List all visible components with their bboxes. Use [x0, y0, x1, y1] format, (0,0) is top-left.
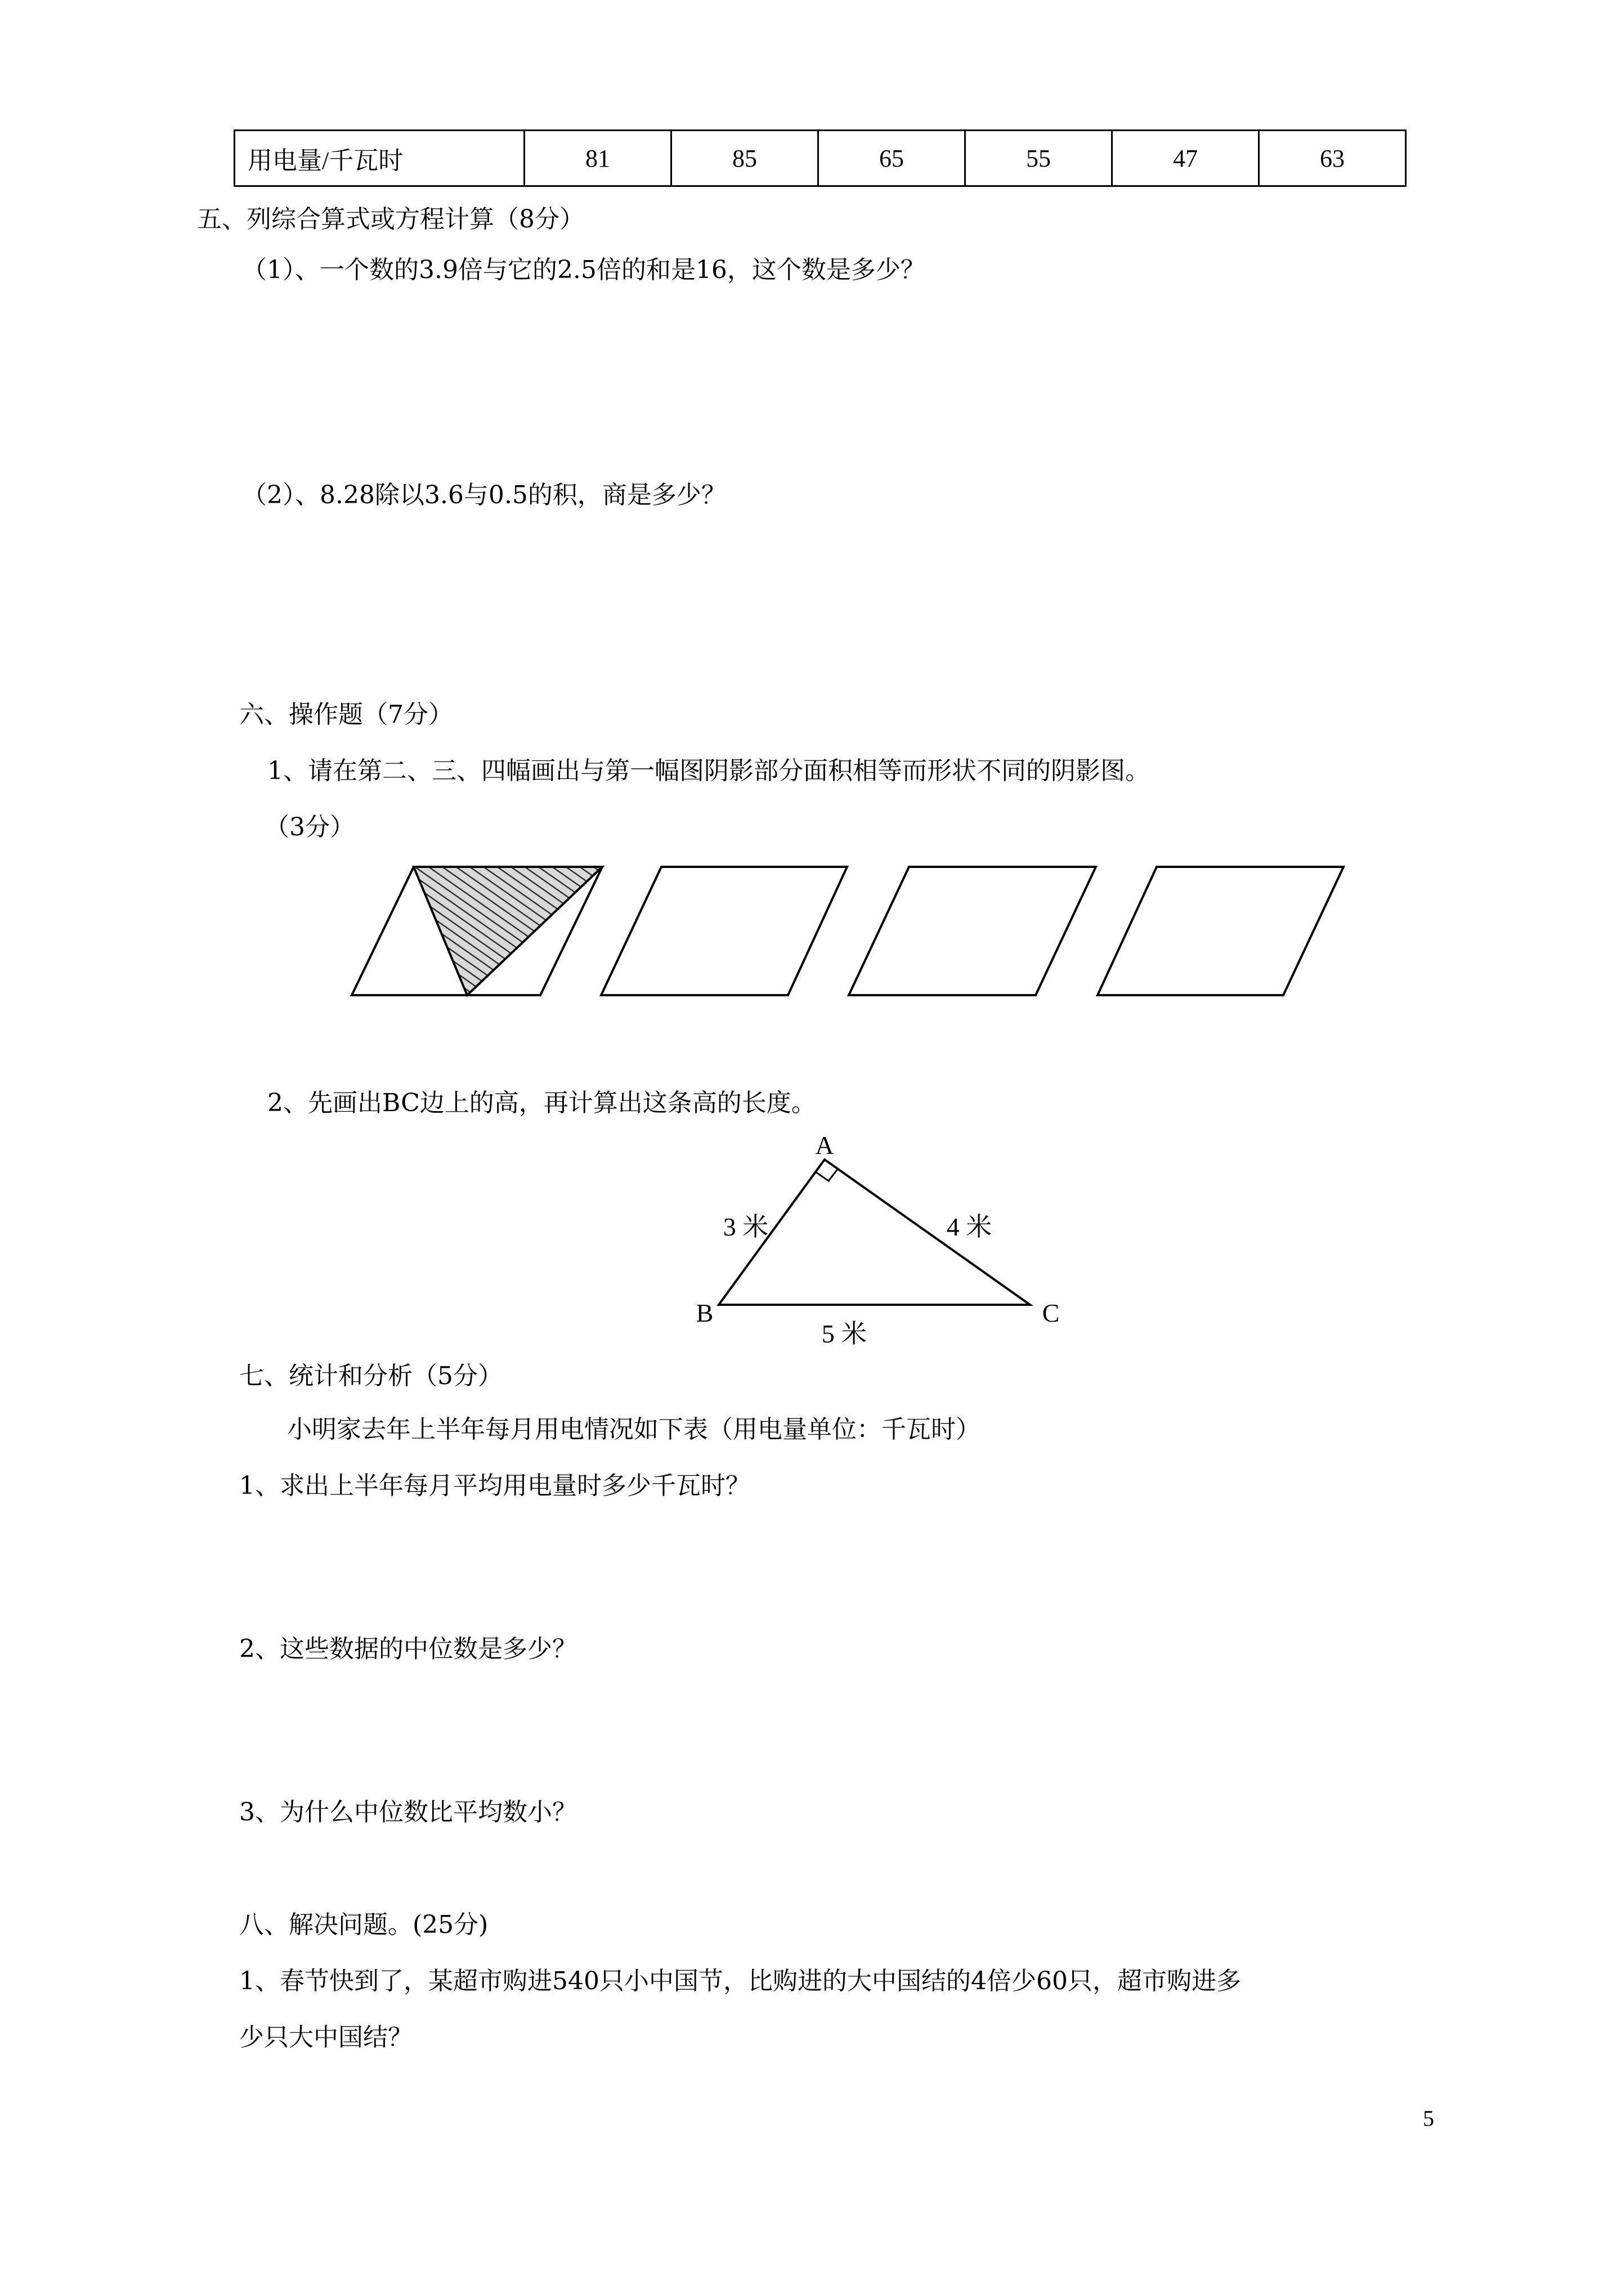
section6-question-1-points: （3分） — [265, 813, 355, 842]
side-ac-label: 4 米 — [946, 1212, 992, 1241]
table-cell: 55 — [965, 131, 1112, 186]
section7-question-1: 1、求出上半年每月平均用电量时多少千瓦时？ — [239, 1471, 750, 1500]
right-triangle-abc — [696, 1131, 1060, 1348]
parallelogram-2 — [601, 867, 847, 995]
side-bc-label: 5 米 — [821, 1319, 867, 1348]
vertex-a-label: A — [815, 1131, 834, 1160]
right-angle-mark — [816, 1169, 838, 1181]
section7-intro: 小明家去年上半年每月用电情况如下表（用电量单位：千瓦时） — [287, 1415, 980, 1444]
section7-question-2: 2、这些数据的中位数是多少？ — [239, 1635, 577, 1663]
section6-question-1: 1、请在第二、三、四幅画出与第一幅图阴影部分面积相等而形状不同的阴影图。 — [267, 757, 1150, 785]
vertex-b-label: B — [696, 1299, 714, 1327]
page-number: 5 — [1423, 2106, 1434, 2131]
parallelogram-3 — [849, 867, 1096, 995]
section6-title: 六、操作题（7分） — [239, 700, 453, 729]
section7-title: 七、统计和分析（5分） — [239, 1362, 503, 1390]
table-cell: 65 — [818, 131, 965, 186]
table-cell: 85 — [671, 131, 818, 186]
section5-title: 五、列综合算式或方程计算（8分） — [197, 205, 584, 234]
parallelogram-4 — [1098, 867, 1344, 995]
table-cell: 81 — [525, 131, 671, 186]
section7-question-3: 3、为什么中位数比平均数小？ — [239, 1798, 577, 1827]
side-ab-label: 3 米 — [723, 1212, 769, 1241]
vertex-c-label: C — [1042, 1299, 1060, 1327]
table-cell: 47 — [1112, 131, 1259, 186]
table-cell: 63 — [1259, 131, 1406, 186]
section8-title: 八、解决问题。(25分) — [239, 1910, 489, 1939]
table-header-cell: 用电量/千瓦时 — [235, 131, 525, 186]
section8-question-1-line-1: 1、春节快到了，某超市购进540只小中国节，比购进的大中国结的4倍少60只，超市购进多 — [239, 1967, 1241, 1995]
section5-question-1: （1）、一个数的3.9倍与它的2.5倍的和是16，这个数是多少？ — [242, 256, 925, 284]
section5-question-2: （2）、8.28除以3.6与0.5的积，商是多少？ — [242, 481, 726, 509]
section6-question-2: 2、先画出BC边上的高，再计算出这条高的长度。 — [267, 1089, 816, 1117]
section8-question-1-line-2: 少只大中国结？ — [239, 2023, 413, 2052]
shaded-triangle — [414, 867, 602, 995]
parallelogram-1 — [352, 867, 602, 995]
